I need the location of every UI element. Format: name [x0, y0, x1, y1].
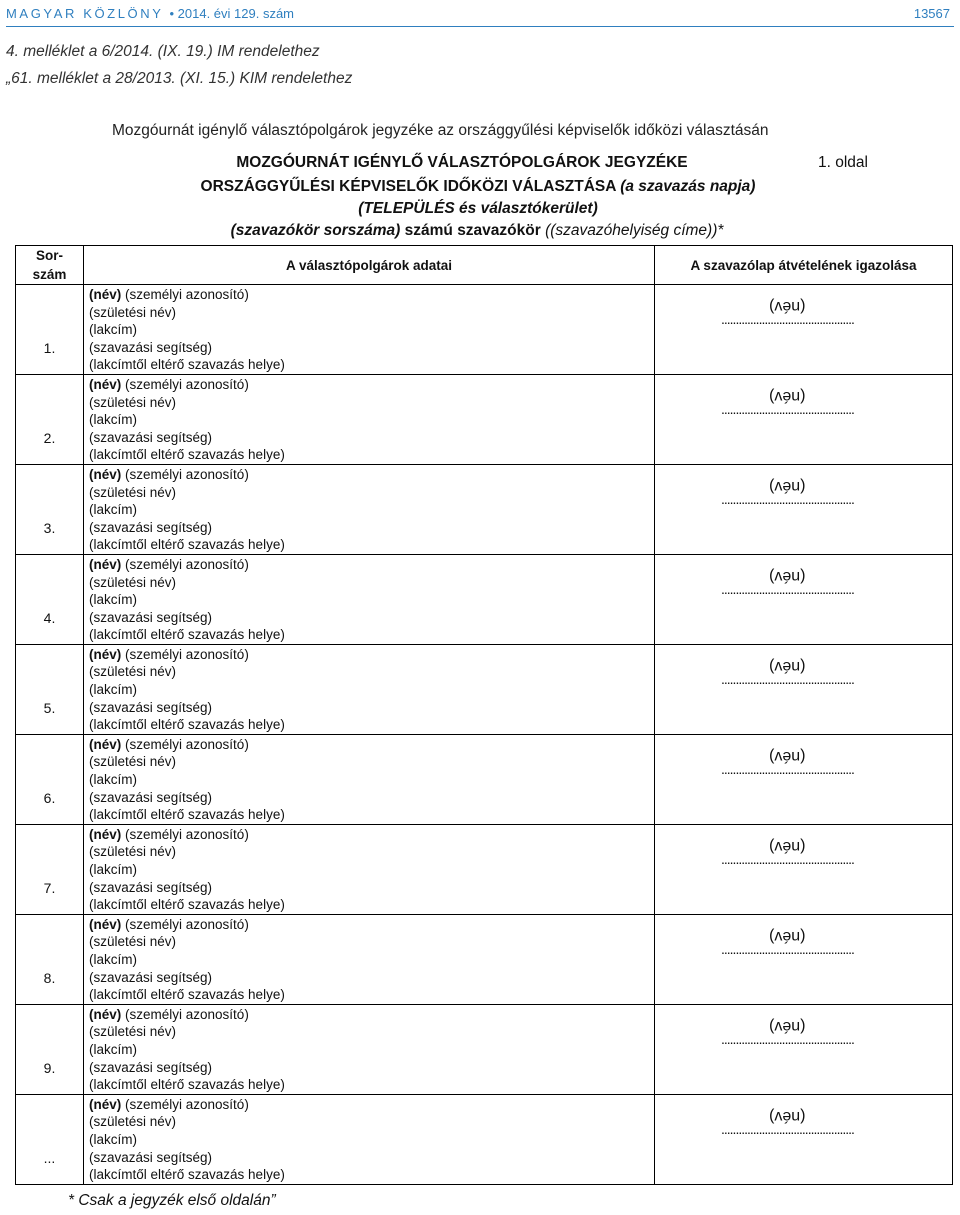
voter-field: (név) (személyi azonosító) [89, 736, 249, 752]
voter-field: (lakcímtől eltérő szavazás helye) [89, 717, 285, 733]
signature-name-label: (név) [769, 387, 806, 405]
voter-field: (szavazási segítség) [89, 429, 213, 445]
signature-line: .............................................. [721, 940, 854, 957]
table-row [16, 1094, 953, 1184]
signature-name-label: (név) [769, 1107, 806, 1125]
document-title: Mozgóurnát igénylő választópolgárok jegyzéke az országgyűlési képviselők időközi választásán [112, 122, 769, 139]
signature-cell [655, 1094, 953, 1184]
voter-field: (születési név) [89, 484, 177, 500]
table-row [16, 824, 953, 914]
table-row [16, 374, 953, 464]
voter-field: (lakcímtől eltérő szavazás helye) [89, 807, 285, 823]
header-ballot-receipt: A szavazólap átvételének igazolása [655, 246, 953, 285]
voter-field: (szavazási segítség) [89, 1059, 213, 1075]
signature-cell [655, 374, 953, 464]
voter-field: (születési név) [89, 844, 177, 860]
voter-field: (lakcím) [89, 502, 137, 518]
voter-data-cell [84, 1004, 655, 1094]
voter-field: (lakcímtől eltérő szavazás helye) [89, 627, 285, 643]
voter-field: (szavazási segítség) [89, 789, 213, 805]
signature-cell [655, 464, 953, 554]
voter-data-cell [84, 554, 655, 644]
signature-name-label: (név) [769, 1017, 806, 1035]
voter-data-cell [84, 824, 655, 914]
voter-field: (lakcím) [89, 1131, 137, 1147]
voter-field: (születési név) [89, 1024, 177, 1040]
voter-field: (születési név) [89, 394, 177, 410]
voter-data-cell [84, 374, 655, 464]
settlement-line: (TELEPÜLÉS és választókerület) [358, 200, 598, 217]
signature-name-label: (név) [769, 567, 806, 585]
voter-field: (név) (személyi azonosító) [89, 646, 249, 662]
signature-name-label: (név) [769, 477, 806, 495]
voter-field: (lakcím) [89, 682, 137, 698]
voter-field: (szavazási segítség) [89, 609, 213, 625]
voter-field: (lakcím) [89, 772, 137, 788]
voter-field: (születési név) [89, 754, 177, 770]
voter-field: (szavazási segítség) [89, 1149, 213, 1165]
row-number: 3. [16, 464, 84, 554]
publication-name: MAGYAR KÖZLÖNY • 2014. évi 129. szám [6, 6, 295, 21]
voter-field: (szavazási segítség) [89, 519, 213, 535]
voter-field: (lakcím) [89, 951, 137, 967]
voter-field: (lakcím) [89, 322, 137, 338]
voter-field: (lakcímtől eltérő szavazás helye) [89, 447, 285, 463]
signature-name-label: (név) [769, 747, 806, 765]
voter-field: (lakcímtől eltérő szavazás helye) [89, 1167, 285, 1183]
voter-field: (lakcím) [89, 412, 137, 428]
voter-field: (lakcímtől eltérő szavazás helye) [89, 1077, 285, 1093]
signature-name-label: (név) [769, 298, 806, 315]
voter-data-cell [84, 1094, 655, 1184]
voter-field: (születési név) [89, 1114, 177, 1130]
voter-field: (név) (személyi azonosító) [89, 916, 249, 932]
voter-field: (név) (személyi azonosító) [89, 1096, 249, 1112]
voter-field: (születési név) [89, 304, 177, 320]
signature-line: .............................................. [721, 580, 854, 597]
table-row [16, 734, 953, 824]
header-rule [6, 26, 954, 27]
voter-field: (név) (személyi azonosító) [89, 376, 249, 392]
table-row [16, 554, 953, 644]
publication-header [6, 6, 950, 28]
voter-field: (név) (személyi azonosító) [89, 826, 249, 842]
polling-station-line: (szavazókör sorszáma) számú szavazókör ((szavazóhelyiség címe))* [230, 222, 724, 239]
table-row [16, 644, 953, 734]
signature-cell [655, 554, 953, 644]
signature-line: .............................................. [721, 670, 854, 687]
voter-field: (lakcím) [89, 862, 137, 877]
row-number: 5. [16, 644, 84, 734]
signature-cell [655, 734, 953, 824]
signature-line: .............................................. [721, 850, 854, 867]
row-number: ... [16, 1094, 84, 1184]
voter-field: (lakcímtől eltérő szavazás helye) [89, 357, 285, 373]
row-number: 6. [16, 734, 84, 824]
signature-line: .............................................. [721, 400, 854, 417]
voter-field: (név) (személyi azonosító) [89, 1006, 249, 1022]
row-number: 7. [16, 824, 84, 914]
signature-cell [655, 285, 953, 375]
voter-data-cell [84, 464, 655, 554]
voter-field: (lakcímtől eltérő szavazás helye) [89, 897, 285, 913]
voter-field: (születési név) [89, 574, 177, 590]
voter-register-table [15, 245, 953, 1185]
table-row [16, 914, 953, 1004]
signature-cell [655, 914, 953, 1004]
row-number: 2. [16, 374, 84, 464]
signature-name-label: (név) [769, 657, 806, 675]
form-title: MOZGÓURNÁT IGÉNYLŐ VÁLASZTÓPOLGÁROK JEGYZÉKE [236, 154, 688, 171]
voter-field: (születési név) [89, 664, 177, 680]
table-row [16, 1004, 953, 1094]
footnote: * Csak a jegyzék első oldalán” [68, 1192, 276, 1209]
signature-line: .............................................. [721, 760, 854, 777]
voter-field: (szavazási segítség) [89, 969, 213, 985]
voter-data-cell [84, 644, 655, 734]
row-number: 8. [16, 914, 84, 1004]
reference-line-1: 4. melléklet a 6/2014. (IX. 19.) IM rendelethez [6, 43, 320, 60]
signature-cell [655, 1004, 953, 1094]
signature-name-label: (név) [769, 837, 806, 855]
signature-line: .............................................. [721, 490, 854, 507]
row-number: 9. [16, 1004, 84, 1094]
row-number: 1. [16, 285, 84, 375]
voter-field: (név) (személyi azonosító) [89, 466, 249, 482]
voter-field: (lakcímtől eltérő szavazás helye) [89, 537, 285, 553]
voter-data-cell [84, 734, 655, 824]
page-number: 13567 [913, 6, 950, 21]
signature-cell [655, 644, 953, 734]
signature-name-label: (név) [769, 927, 806, 945]
voter-field: (szavazási segítség) [89, 339, 213, 355]
signature-cell [655, 824, 953, 914]
reference-line-2: „61. melléklet a 28/2013. (XI. 15.) KIM rendelethez [6, 70, 353, 87]
signature-line: .............................................. [721, 311, 854, 327]
voter-field: (név) (személyi azonosító) [89, 287, 249, 302]
signature-line: .............................................. [721, 1030, 854, 1047]
voter-field: (lakcím) [89, 592, 137, 608]
voter-field: (születési név) [89, 934, 177, 950]
table-row [16, 285, 953, 375]
header-sorszam: Sor- szám [16, 246, 84, 285]
voter-field: (lakcímtől eltérő szavazás helye) [89, 987, 285, 1003]
row-number: 4. [16, 554, 84, 644]
voter-data-cell [84, 914, 655, 1004]
voter-data-cell [84, 285, 655, 375]
page-note: 1. oldal [818, 154, 868, 171]
voter-field: (szavazási segítség) [89, 879, 213, 895]
signature-line: .............................................. [721, 1120, 854, 1137]
header-voter-data: A választópolgárok adatai [84, 246, 655, 285]
election-line: ORSZÁGGYŰLÉSI KÉPVISELŐK IDŐKÖZI VÁLASZTÁSA (a szavazás napja) [200, 178, 756, 195]
voter-field: (név) (személyi azonosító) [89, 556, 249, 572]
table-row [16, 464, 953, 554]
voter-field: (szavazási segítség) [89, 699, 213, 715]
voter-field: (lakcím) [89, 1041, 137, 1057]
